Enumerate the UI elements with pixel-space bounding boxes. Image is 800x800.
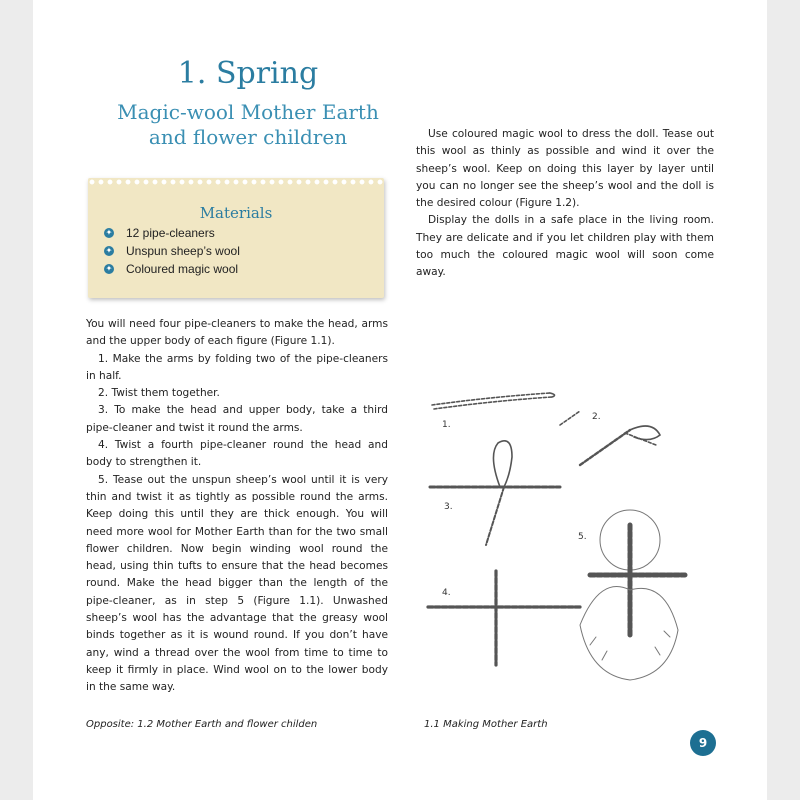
- subtitle-line-1: Magic-wool Mother Earth: [117, 100, 379, 124]
- step-label: 3.: [444, 502, 453, 512]
- subtitle-line-2: and flower children: [148, 125, 348, 149]
- step-3-drawing: [430, 441, 560, 545]
- step-label: 2.: [592, 412, 601, 422]
- pipe-cleaner-illustration: [420, 375, 710, 695]
- star-bullet-icon: ✦: [105, 246, 113, 255]
- material-label: Unspun sheep’s wool: [126, 244, 240, 258]
- paragraph: 3. To make the head and upper body, take a third pipe-cleaner and twist it round the arms.: [86, 404, 388, 434]
- materials-list: [104, 224, 240, 278]
- caption-opposite: Opposite: 1.2 Mother Earth and flower childen: [86, 719, 318, 730]
- material-label: Coloured magic wool: [126, 262, 239, 276]
- step-label: 4.: [442, 588, 451, 598]
- step-4-drawing: [428, 571, 580, 665]
- step-5-drawing: [580, 510, 685, 680]
- step-label: 1.: [442, 420, 451, 430]
- paragraph: Use coloured magic wool to dress the doll. Tease out this wool as thinly as possible and wind it over the sheep’s wool. Keep on doing this layer by layer until you can no longer see the sheep’s wool and the doll is the desired colour (Figure 1.2).: [416, 128, 714, 210]
- list-item: [104, 242, 240, 260]
- left-column-text: [86, 316, 388, 697]
- star-bullet-icon: ✦: [105, 228, 113, 237]
- torn-edge: [88, 178, 384, 188]
- chapter-title: 1. Spring: [177, 56, 319, 91]
- material-label: 12 pipe-cleaners: [126, 226, 215, 240]
- paragraph: 1. Make the arms by folding two of the pipe-cleaners in half.: [86, 352, 388, 382]
- star-bullet-icon: ✦: [105, 264, 113, 273]
- illustration-svg: [420, 375, 710, 695]
- caption-figure: 1.1 Making Mother Earth: [424, 719, 548, 730]
- recipe-subtitle: [86, 100, 410, 150]
- list-item: [104, 224, 240, 242]
- step-2-drawing: [560, 411, 660, 465]
- paragraph: 5. Tease out the unspun sheep’s wool until it is very thin and twist it as tightly as possible round the arms. Keep doing this until they are thick enough. You will need more wool for Mother Earth than for the two small flower children. Now begin winding wool round the head, using thin tufts to ensure that the head becomes round. Make the head bigger than the length of the pipe-cleaner, as in step 5 (Figure 1.1). Unwashed sheep’s wool has the advantage that the greasy wool binds together as it is wound round. If you don’t have any, wind a thread over the wool from time to time to keep it firmly in place. Wind wool on to the lower body in the same way.: [86, 473, 388, 694]
- paragraph: 2. Twist them together.: [98, 387, 220, 400]
- list-item: [104, 260, 240, 278]
- right-column-text: [416, 126, 714, 282]
- materials-note: [88, 178, 384, 298]
- page-number-badge: 9: [690, 730, 716, 756]
- step-1-drawing: [432, 393, 555, 409]
- paragraph: Display the dolls in a safe place in the living room. They are delicate and if you let children play with them too much the coloured magic wool will soon come away.: [416, 214, 714, 279]
- materials-title: Materials: [199, 204, 273, 222]
- paragraph: You will need four pipe-cleaners to make the head, arms and the upper body of each figure (Figure 1.1).: [86, 318, 388, 348]
- step-label: 5.: [578, 532, 587, 542]
- paragraph: 4. Twist a fourth pipe-cleaner round the head and body to strengthen it.: [86, 439, 388, 469]
